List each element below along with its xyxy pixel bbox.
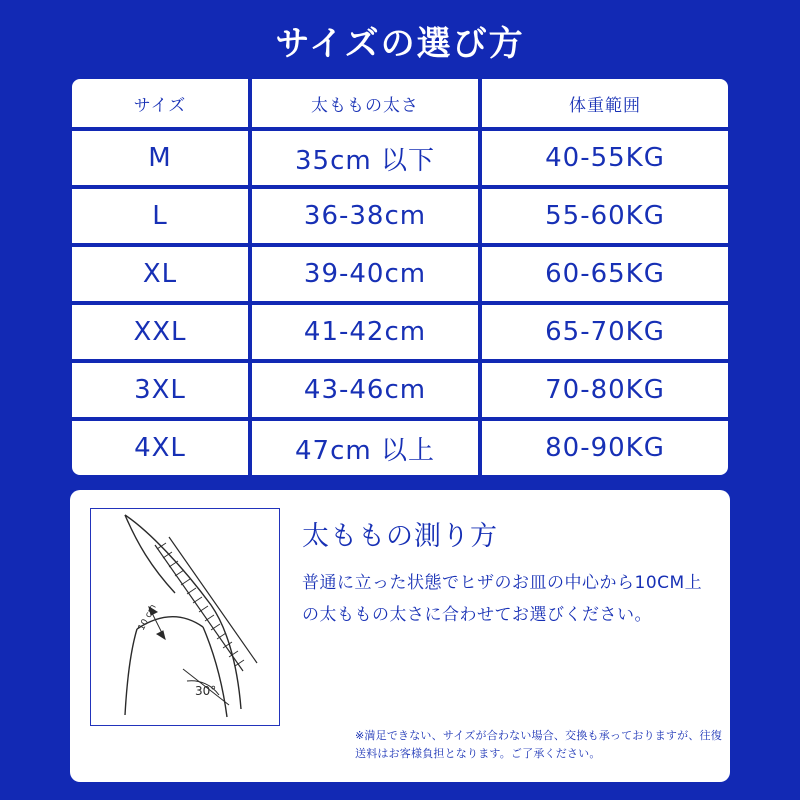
- table-header-cell: サイズ: [70, 77, 250, 129]
- measurement-panel-inner: [90, 508, 710, 726]
- table-row: [70, 245, 730, 303]
- table-row: [70, 129, 730, 187]
- leg-measure-diagram-icon: [90, 508, 280, 726]
- table-cell-thigh: 36-38cm: [250, 187, 480, 245]
- table-cell-size: 3XL: [70, 361, 250, 419]
- table-row: [70, 187, 730, 245]
- table-cell-size: XXL: [70, 303, 250, 361]
- size-table-wrapper: [70, 77, 730, 477]
- page-title: サイズの選び方: [275, 24, 525, 64]
- table-cell-thigh: 43-46cm: [250, 361, 480, 419]
- table-cell-size: M: [70, 129, 250, 187]
- table-row: [70, 419, 730, 477]
- exchange-note: ※満足できない、サイズが合わない場合、交換も承っておりますが、往復送料はお客様負担となります。ご了承ください。: [355, 728, 722, 761]
- table-header-row: [70, 77, 730, 129]
- howto-text-block: [280, 508, 710, 632]
- table-cell-thigh: 39-40cm: [250, 245, 480, 303]
- measurement-panel: [70, 490, 730, 782]
- table-cell-size: XL: [70, 245, 250, 303]
- table-cell-weight: 65-70KG: [480, 303, 730, 361]
- table-cell-weight: 40-55KG: [480, 129, 730, 187]
- table-cell-thigh: 47cm 以上: [250, 419, 480, 477]
- table-cell-weight: 60-65KG: [480, 245, 730, 303]
- table-cell-weight: 80-90KG: [480, 419, 730, 477]
- howto-body: 普通に立った状態でヒザのお皿の中心から10CM上の太ももの太さに合わせてお選びください。: [302, 573, 703, 626]
- table-cell-thigh: 35cm 以下: [250, 129, 480, 187]
- howto-title: 太ももの測り方: [302, 521, 498, 552]
- table-row: [70, 361, 730, 419]
- angle-label: 30°: [195, 684, 217, 698]
- size-table: [70, 77, 730, 477]
- table-cell-size: 4XL: [70, 419, 250, 477]
- table-header-cell: 体重範囲: [480, 77, 730, 129]
- measure-label: 10 cm: [136, 602, 159, 633]
- leg-diagram-svg: [91, 509, 279, 725]
- table-cell-weight: 70-80KG: [480, 361, 730, 419]
- table-cell-thigh: 41-42cm: [250, 303, 480, 361]
- table-cell-weight: 55-60KG: [480, 187, 730, 245]
- table-cell-size: L: [70, 187, 250, 245]
- table-header-cell: 太ももの太さ: [250, 77, 480, 129]
- table-row: [70, 303, 730, 361]
